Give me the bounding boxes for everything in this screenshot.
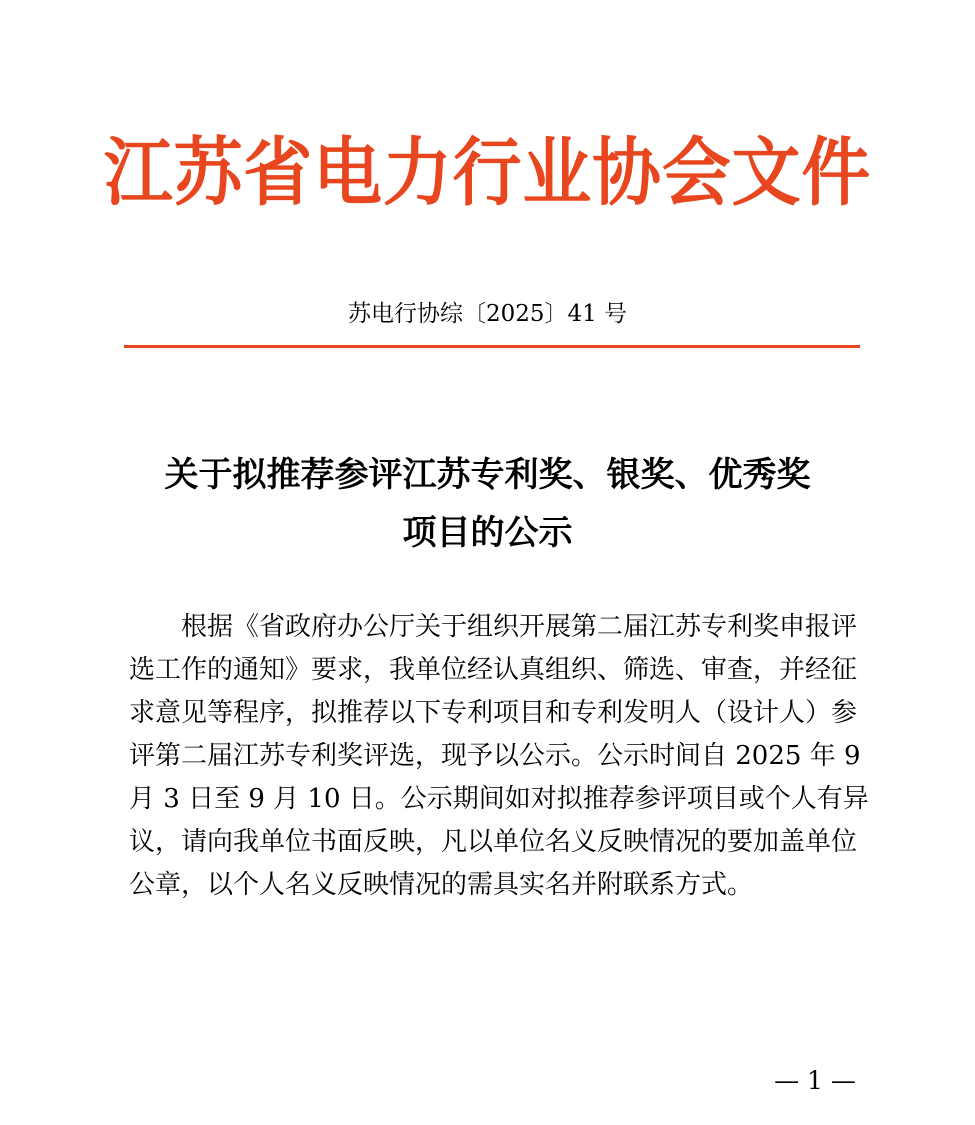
notice-body — [129, 606, 869, 907]
body-line: 议，请向我单位书面反映，凡以单位名义反映情况的要加盖单位 — [129, 827, 858, 857]
notice-title — [100, 446, 875, 562]
body-line: 评第二届江苏专利奖评选，现予以公示。公示时间自 2025 年 9 — [129, 741, 861, 771]
notice-title-line-1: 关于拟推荐参评江苏专利奖、银奖、优秀奖 — [164, 455, 811, 495]
document-number: 苏电行协综〔2025〕41 号 — [347, 301, 628, 327]
page-number: — 1 — — [774, 1066, 856, 1095]
body-line: 公章，以个人名义反映情况的需具实名并附联系方式。 — [129, 870, 754, 900]
notice-title-line-2: 项目的公示 — [402, 513, 573, 553]
organization-header-title: 江苏省电力行业协会文件 — [103, 130, 872, 216]
body-line: 选工作的通知》要求，我单位经认真组织、筛选、审查，并经征 — [129, 655, 858, 685]
body-line: 求意见等程序，拟推荐以下专利项目和专利发明人（设计人）参 — [129, 698, 858, 728]
body-line: 根据《省政府办公厅关于组织开展第二届江苏专利奖申报评 — [181, 612, 858, 642]
body-line: 月 3 日至 9 月 10 日。公示期间如对拟推荐参评项目或个人有异 — [129, 784, 869, 814]
red-divider-line — [124, 345, 860, 348]
